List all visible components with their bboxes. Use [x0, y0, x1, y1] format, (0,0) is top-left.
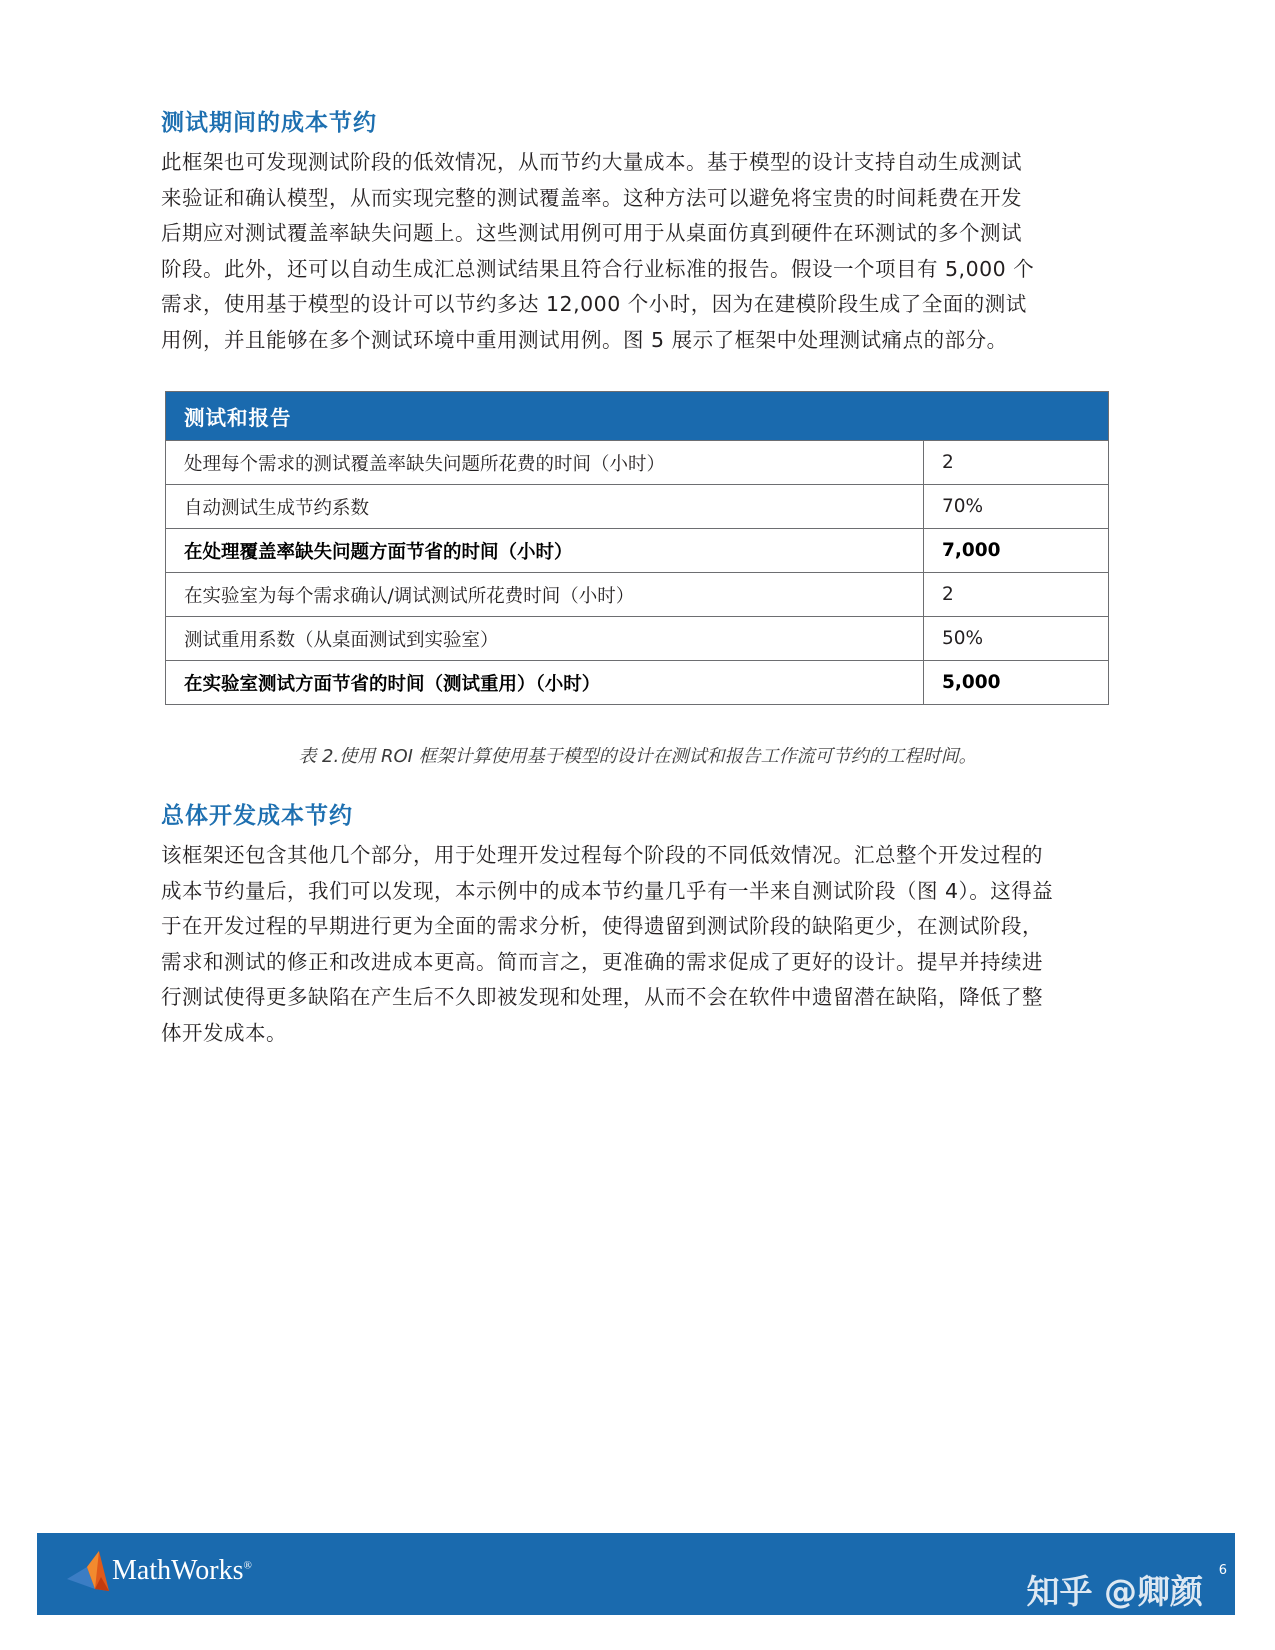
- body-line: 成本节约量后，我们可以发现，本示例中的成本节约量几乎有一半来自测试阶段（图 4）。这得益: [161, 878, 1054, 903]
- section-overall-body: [161, 838, 1121, 1051]
- logo-name: MathWorks: [112, 1555, 244, 1586]
- registered-mark: ®: [243, 1559, 252, 1572]
- body-line: 体开发成本。: [161, 1020, 287, 1045]
- mathworks-logo-text: [112, 1555, 252, 1587]
- section-title-testing-savings: 测试期间的成本节约: [161, 110, 377, 136]
- body-line: 后期应对测试覆盖率缺失问题上。这些测试用例可用于从桌面仿真到硬件在环测试的多个测试: [161, 221, 1022, 245]
- row-label: 测试重用系数（从桌面测试到实验室）: [166, 617, 924, 660]
- table-header: 测试和报告: [166, 392, 1108, 440]
- body-line: 此框架也可发现测试阶段的低效情况，从而节约大量成本。基于模型的设计支持自动生成测试: [161, 150, 1022, 174]
- table-row-total: [166, 528, 1108, 572]
- row-value: 70%: [942, 496, 984, 517]
- row-label: 自动测试生成节约系数: [166, 485, 924, 528]
- body-line: 需求，使用基于模型的设计可以节约多达 12,000 个小时，因为在建模阶段生成了全面的测试: [161, 292, 1027, 316]
- table-row: [166, 616, 1108, 660]
- body-line: 来验证和确认模型，从而实现完整的测试覆盖率。这种方法可以避免将宝贵的时间耗费在开发: [161, 185, 1022, 210]
- row-value: 2: [942, 452, 954, 473]
- section-testing-body: [161, 145, 1121, 358]
- row-label: 处理每个需求的测试覆盖率缺失问题所花费的时间（小时）: [166, 441, 924, 484]
- body-line: 于在开发过程的早期进行更为全面的需求分析，使得遗留到测试阶段的缺陷更少，在测试阶段，: [161, 914, 1043, 938]
- table-row-total: [166, 660, 1108, 704]
- table-caption: 表 2.使用 ROI 框架计算使用基于模型的设计在测试和报告工作流可节约的工程时间。: [298, 746, 977, 767]
- table-row: [166, 484, 1108, 528]
- table-row: [166, 440, 1108, 484]
- row-value: 2: [942, 584, 954, 605]
- body-line: 需求和测试的修正和改进成本更高。简而言之，更准确的需求促成了更好的设计。提早并持续进: [161, 949, 1043, 974]
- row-value: 7,000: [942, 540, 1001, 561]
- row-label: 在实验室为每个需求确认/调试测试所花费时间（小时）: [166, 573, 924, 616]
- body-line: 用例，并且能够在多个测试环境中重用测试用例。图 5 展示了框架中处理测试痛点的部分。: [161, 327, 1008, 352]
- page-number: 6: [1218, 1563, 1227, 1578]
- body-line: 阶段。此外，还可以自动生成汇总测试结果且符合行业标准的报告。假设一个项目有 5,000 个: [161, 256, 1035, 281]
- row-value: 50%: [942, 628, 984, 649]
- membrane-logo-icon: [65, 1549, 111, 1595]
- table-row: [166, 572, 1108, 616]
- zhihu-watermark: 知乎 @卿颜: [1026, 1572, 1203, 1611]
- section-title-overall-savings: 总体开发成本节约: [161, 803, 353, 829]
- body-line: 行测试使得更多缺陷在产生后不久即被发现和处理，从而不会在软件中遗留潜在缺陷，降低了整: [161, 985, 1043, 1009]
- row-label: 在处理覆盖率缺失问题方面节省的时间（小时）: [166, 529, 924, 572]
- row-value: 5,000: [942, 672, 1001, 693]
- row-label: 在实验室测试方面节省的时间（测试重用）（小时）: [166, 661, 924, 704]
- testing-reporting-table: [165, 391, 1109, 705]
- body-line: 该框架还包含其他几个部分，用于处理开发过程每个阶段的不同低效情况。汇总整个开发过程的: [161, 843, 1043, 867]
